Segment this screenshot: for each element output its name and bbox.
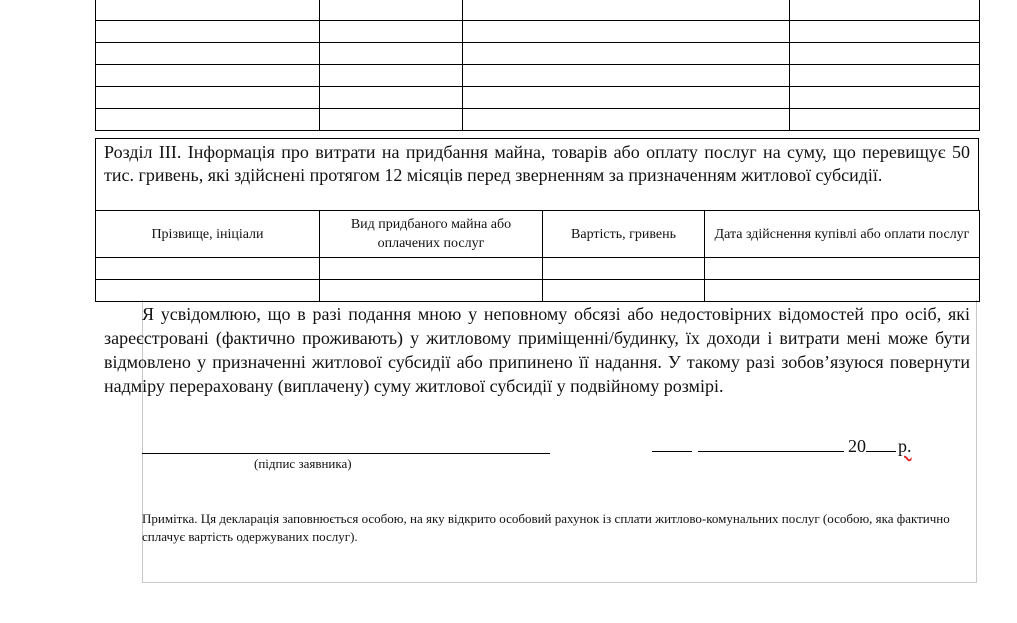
table-cell: [320, 258, 543, 280]
table-row: [96, 21, 980, 43]
date-year-suffix: р.: [898, 436, 912, 456]
table-row: [96, 65, 980, 87]
date-month-blank: [698, 433, 844, 452]
table-cell: [463, 21, 790, 43]
table-cell: [96, 87, 320, 109]
section-3-header-row: [96, 211, 980, 258]
table-cell: [96, 43, 320, 65]
page-frame-bottom: [142, 582, 977, 583]
table-row: [96, 109, 980, 131]
table-row: [96, 258, 980, 280]
signature-caption: (підпис заявника): [254, 456, 352, 471]
table-cell: [320, 65, 463, 87]
table-cell: [96, 0, 320, 21]
table-cell: [320, 21, 463, 43]
table-cell: [320, 280, 543, 302]
section-3-heading: Розділ ІІІ. Інформація про витрати на придбання майна, товарів або оплату послуг на суму, що перевищує 50 тис. гривень, які здійснені протягом 12 місяців перед зверненням за призначенням житлової субсидії.: [95, 138, 979, 210]
table-cell: [96, 280, 320, 302]
table-cell: [96, 65, 320, 87]
date-field: [652, 433, 912, 457]
previous-section-table-body: [96, 0, 980, 131]
table-cell: [463, 87, 790, 109]
table-cell: [463, 0, 790, 21]
page-frame-right: [976, 300, 977, 583]
date-year-prefix: 20: [848, 436, 866, 456]
table-cell: [320, 0, 463, 21]
section-3-table: [95, 210, 980, 302]
table-cell: [320, 43, 463, 65]
table-cell: [790, 21, 980, 43]
previous-section-table: [95, 0, 980, 131]
table-cell: [320, 109, 463, 131]
table-row: [96, 43, 980, 65]
table-cell: [543, 280, 705, 302]
table-cell: [705, 258, 980, 280]
table-cell: [96, 21, 320, 43]
table-cell: [463, 65, 790, 87]
table-cell: [543, 258, 705, 280]
section-3-table-body: [96, 258, 980, 302]
footnote: Примітка. Ця декларація заповнюється особою, на яку відкрито особовий рахунок із сплати житлово-комунальних послуг (особою, яка фактично сплачує вартість одержуваних послуг).: [142, 511, 950, 544]
table-cell: [320, 87, 463, 109]
column-header-purchase-date: Дата здійснення купівлі або оплати послуг: [705, 211, 980, 258]
column-header-cost: Вартість, гривень: [543, 211, 705, 258]
table-cell: [790, 0, 980, 21]
table-row: [96, 0, 980, 21]
table-row: [96, 87, 980, 109]
table-row: [96, 280, 980, 302]
table-cell: [790, 65, 980, 87]
table-cell: [705, 280, 980, 302]
column-header-name: Прізвище, ініціали: [96, 211, 320, 258]
table-cell: [790, 87, 980, 109]
declaration-paragraph: Я усвідомлюю, що в разі подання мною у неповному обсязі або недостовірних відомостей про осіб, які зареєстровані (фактично проживають) у житловому приміщенні/будинку, їх доходи і витрати мені може бути відмовлено у призначенні житлової субсидії або припинено її надання. У такому разі зобов’язуюся повернути надміру перераховану (виплачену) суму житлової субсидії у подвійному розмірі.: [104, 304, 970, 396]
table-cell: [463, 109, 790, 131]
date-day-blank: [652, 433, 692, 452]
column-header-item-type: Вид придбаного майна або оплачених послуг: [320, 211, 543, 258]
table-cell: [790, 43, 980, 65]
signature-line: [142, 453, 550, 454]
table-cell: [790, 109, 980, 131]
table-cell: [96, 109, 320, 131]
table-cell: [96, 258, 320, 280]
table-cell: [463, 43, 790, 65]
date-year-blank: [866, 433, 896, 452]
